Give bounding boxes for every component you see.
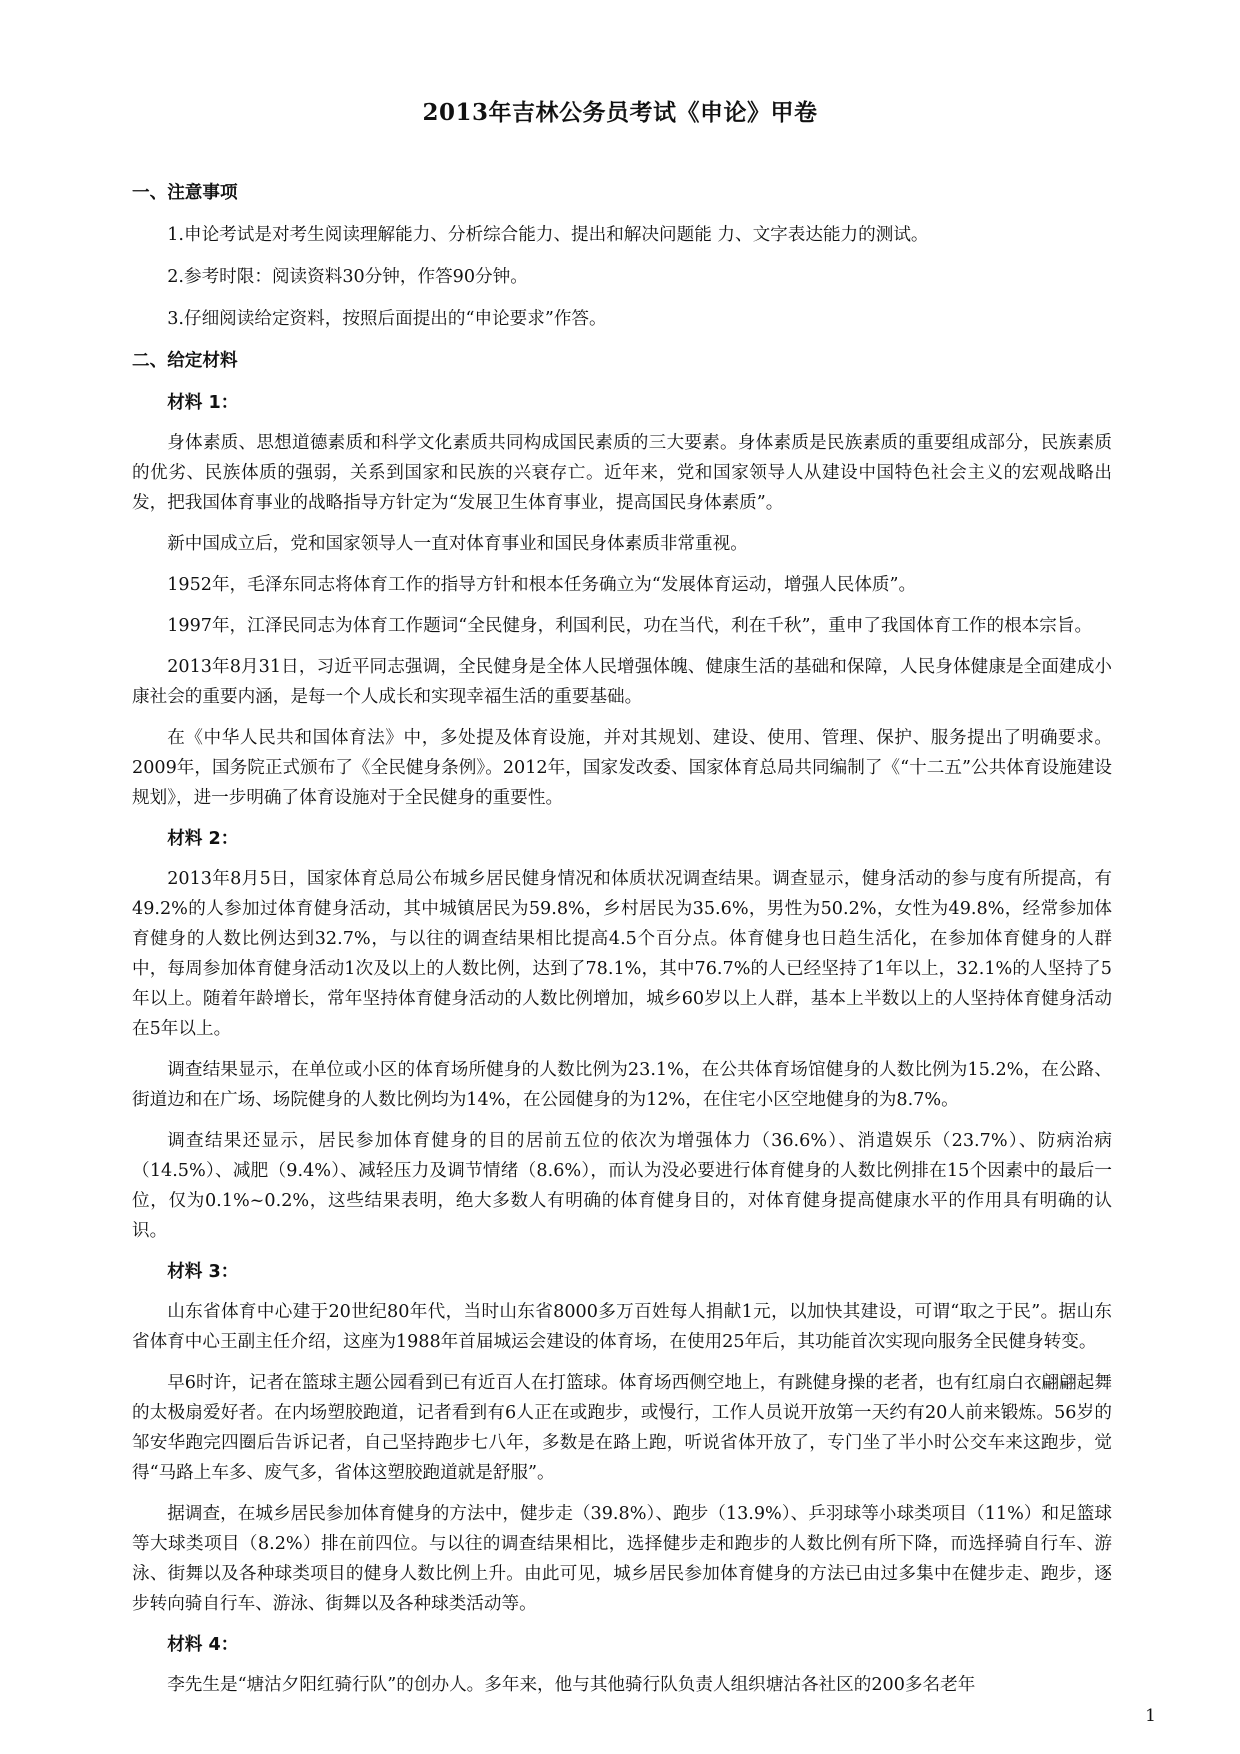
material-paragraph: 李先生是“塘沽夕阳红骑行队”的创办人。多年来，他与其他骑行队负责人组织塘沽各社区的200多名老年: [167, 1675, 976, 1695]
note-item: 2.参考时限：阅读资料30分钟，作答90分钟。: [167, 267, 528, 287]
material-label: 材料 3：: [167, 1262, 239, 1282]
note-item: 3.仔细阅读给定资料，按照后面提出的“申论要求”作答。: [167, 309, 607, 329]
material-paragraph: 1997年，江泽民同志为体育工作题词“全民健身，利国利民，功在当代，利在千秋”，重申了我国体育工作的根本宗旨。: [167, 616, 1093, 636]
material-paragraph: 山东省体育中心建于20世纪80年代，当时山东省8000多万百姓每人捐献1元，以加快其建设，可谓“取之于民”。据山东省体育中心王副主任介绍，这座为1988年首届城运会建设的体育场，在使用25年后，其功能首次实现向服务全民健身转变。: [132, 1302, 1112, 1352]
material-paragraph: 新中国成立后，党和国家领导人一直对体育事业和国民身体素质非常重视。: [167, 534, 748, 554]
material-label: 材料 2：: [167, 829, 239, 849]
material-paragraph: 1952年，毛泽东同志将体育工作的指导方针和根本任务确立为“发展体育运动，增强人民体质”。: [167, 575, 917, 595]
section-heading-materials: 二、给定材料: [132, 351, 238, 371]
material-paragraph: 2013年8月31日，习近平同志强调，全民健身是全体人民增强体魄、健康生活的基础和保障，人民身体健康是全面建成小康社会的重要内涵，是每一个人成长和实现幸福生活的重要基础。: [132, 657, 1112, 707]
material-paragraph: 据调查，在城乡居民参加体育健身的方法中，健步走（39.8%）、跑步（13.9%）、乒羽球等小球类项目（11%）和足篮球等大球类项目（8.2%）排在前四位。与以往的调查结果相比，选择健步走和跑步的人数比例有所下降，而选择骑自行车、游泳、街舞以及各种球类项目的健身人数比例上升。由此可见，城乡居民参加体育健身的方法已由过多集中在健步走、跑步，逐步转向骑自行车、游泳、街舞以及各种球类活动等。: [132, 1504, 1112, 1614]
material-label: 材料 4：: [167, 1635, 239, 1655]
material-paragraph: 身体素质、思想道德素质和科学文化素质共同构成国民素质的三大要素。身体素质是民族素质的重要组成部分，民族素质的优劣、民族体质的强弱，关系到国家和民族的兴衰存亡。近年来，党和国家领导人从建设中国特色社会主义的宏观战略出发，把我国体育事业的战略指导方针定为“发展卫生体育事业，提高国民身体素质”。: [132, 433, 1112, 513]
document-title: 2013年吉林公务员考试《申论》甲卷: [422, 99, 818, 126]
material-paragraph: 在《中华人民共和国体育法》中，多处提及体育设施，并对其规划、建设、使用、管理、保护、服务提出了明确要求。2009年，国务院正式颁布了《全民健身条例》。2012年，国家发改委、国家体育总局共同编制了《“十二五”公共体育设施建设规划》，进一步明确了体育设施对于全民健身的重要性。: [132, 728, 1112, 808]
material-paragraph: 调查结果显示，在单位或小区的体育场所健身的人数比例为23.1%，在公共体育场馆健身的人数比例为15.2%，在公路、街道边和在广场、场院健身的人数比例均为14%，在公园健身的为12%，在住宅小区空地健身的为8.7%。: [132, 1060, 1112, 1110]
note-item: 1.申论考试是对考生阅读理解能力、分析综合能力、提出和解决问题能 力、文字表达能力的测试。: [167, 225, 929, 245]
section-heading-notes: 一、注意事项: [132, 183, 238, 203]
material-paragraph: 调查结果还显示，居民参加体育健身的目的居前五位的依次为增强体力（36.6%）、消遣娱乐（23.7%）、防病治病（14.5%）、减肥（9.4%）、减轻压力及调节情绪（8.6%），而认为没必要进行体育健身的人数比例排在15个因素中的最后一位，仅为0.1%~0.2%，这些结果表明，绝大多数人有明确的体育健身目的，对体育健身提高健康水平的作用具有明确的认识。: [132, 1131, 1112, 1241]
material-label: 材料 1：: [167, 393, 239, 413]
page-number: 1: [1145, 1706, 1156, 1726]
material-paragraph: 2013年8月5日，国家体育总局公布城乡居民健身情况和体质状况调查结果。调查显示，健身活动的参与度有所提高，有49.2%的人参加过体育健身活动，其中城镇居民为59.8%，乡村居民为35.6%，男性为50.2%，女性为49.8%，经常参加体育健身的人数比例达到32.7%，与以往的调查结果相比提高4.5个百分点。体育健身也日趋生活化，在参加体育健身的人群中，每周参加体育健身活动1次及以上的人数比例，达到了78.1%，其中76.7%的人已经坚持了1年以上，32.1%的人坚持了5年以上。随着年龄增长，常年坚持体育健身活动的人数比例增加，城乡60岁以上人群，基本上半数以上的人坚持体育健身活动在5年以上。: [132, 869, 1112, 1039]
material-paragraph: 早6时许，记者在篮球主题公园看到已有近百人在打篮球。体育场西侧空地上，有跳健身操的老者，也有红扇白衣翩翩起舞的太极扇爱好者。在内场塑胶跑道，记者看到有6人正在或跑步，或慢行，工作人员说开放第一天约有20人前来锻炼。56岁的邹安华跑完四圈后告诉记者，自己坚持跑步七八年，多数是在路上跑，听说省体开放了，专门坐了半小时公交车来这跑步，觉得“马路上车多、废气多，省体这塑胶跑道就是舒服”。: [132, 1373, 1112, 1483]
document-body: [132, 178, 1112, 1711]
